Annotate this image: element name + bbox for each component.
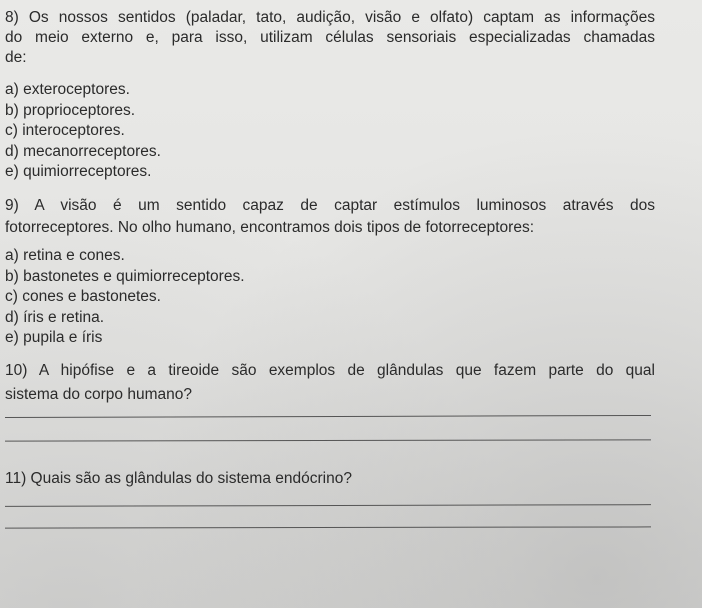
answer-line-10-1 [5,415,651,418]
answer-line-11-2 [5,526,651,528]
option-8c: c) interoceptores. [5,122,125,139]
question-8-line-3: de: [5,49,27,66]
option-9e: e) pupila e íris [5,329,103,346]
question-10-line-2: sistema do corpo humano? [5,386,192,403]
question-10-line-1: 10) A hipófise e a tireoide são exemplos de glândulas que fazem parte do qual [5,362,655,379]
question-10 [5,359,655,407]
question-8 [5,8,655,68]
answer-line-10-2 [5,439,651,441]
question-11-line-1: 11) Quais são as glândulas do sistema endócrino? [5,470,352,487]
question-9-options [5,246,245,349]
question-11 [5,468,655,490]
option-8a: a) exteroceptores. [5,81,130,98]
question-8-line-1: 8) Os nossos sentidos (paladar, tato, audição, visão e olfato) captam as informações [5,9,655,26]
option-9a: a) retina e cones. [5,247,125,264]
option-8d: d) mecanorreceptores. [5,142,161,160]
question-9-line-2: fotorreceptores. No olho humano, encontramos dois tipos de fotorreceptores: [5,219,535,236]
option-9d: d) íris e retina. [5,308,105,326]
option-8b: b) proprioceptores. [5,101,136,119]
option-8e: e) quimiorreceptores. [5,163,152,180]
question-8-options [5,80,161,183]
option-9c: c) cones e bastonetes. [5,288,161,305]
answer-line-11-1 [5,504,651,507]
question-8-line-2: do meio externo e, para isso, utilizam células sensoriais especializadas chamadas [5,29,655,46]
question-9 [5,195,655,239]
option-9b: b) bastonetes e quimiorreceptores. [5,267,245,285]
question-9-line-1: 9) A visão é um sentido capaz de captar estímulos luminosos através dos [5,197,655,214]
